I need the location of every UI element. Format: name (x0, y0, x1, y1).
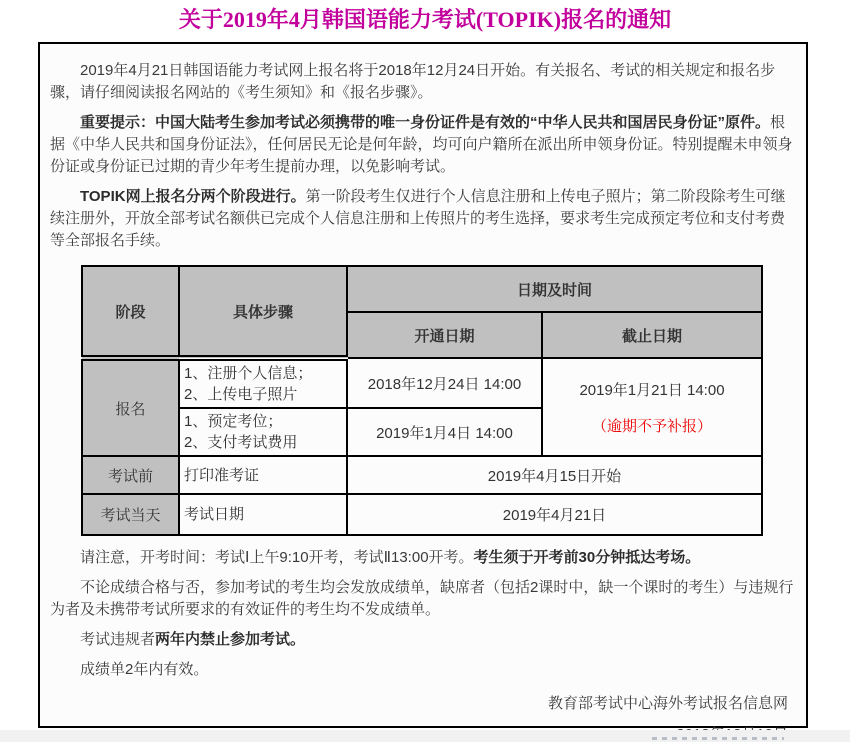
header-open-date: 开通日期 (347, 312, 542, 358)
violation-text: 考试违规者 (80, 631, 156, 648)
schedule-table (81, 265, 763, 536)
intro-text: 2019年4月21日韩国语能力考试网上报名将于2018年12月24日开始。有关报名、考试的相关规定和报名步骤，请仔细阅读报名网站的《考生须知》和《报名步骤》。 (50, 62, 776, 101)
cell-stage-before-exam: 考试前 (82, 456, 179, 494)
cell-steps-before-exam: 打印准考证 (179, 456, 347, 494)
cell-open-phase2: 2019年1月4日 14:00 (347, 408, 542, 456)
important-note-paragraph (50, 112, 794, 178)
cell-stage-register: 报名 (82, 358, 179, 456)
score-report-paragraph: 不论成绩合格与否，参加考试的考生均会发放成绩单，缺席者（包括2课时中，缺一个课时的考生）与违规行为者及未携带考试所要求的有效证件的考生均不发成绩单。 (50, 579, 794, 618)
table-row-exam-day (82, 494, 762, 535)
page-bottom-strip (0, 730, 850, 742)
exam-time-bold: 考生须于开考前30分钟抵达考场。 (473, 549, 701, 566)
deadline-note: （逾期不予补报） (591, 417, 712, 435)
table-row-before-exam (82, 456, 762, 494)
stages-bold: TOPIK网上报名分两个阶段进行。 (80, 188, 306, 205)
violation-bold: 两年内禁止参加考试。 (155, 631, 306, 648)
page-title: 关于2019年4月韩国语能力考试(TOPIK)报名的通知 (178, 7, 672, 32)
cutoff-footer-text (652, 737, 784, 740)
important-note-bold: 重要提示：中国大陆考生参加考试必须携带的唯一身份证件是有效的“中华人民共和国居民身份证”原件。 (80, 114, 771, 131)
important-note-rest: 根据《中华人民共和国身份证法》，任何居民无论是何年龄，均可向户籍所在派出所申领身份证。特别提醒未申领身份证或身份证已过期的青少年考生提前办理，以免影响考试。 (50, 114, 793, 175)
cell-date-before-exam: 2019年4月15日开始 (347, 456, 762, 494)
phase1-step2: 2、上传电子照片 (183, 386, 298, 403)
cell-open-phase1: 2018年12月24日 14:00 (347, 358, 542, 408)
header-datetime: 日期及时间 (347, 266, 762, 312)
header-steps: 具体步骤 (179, 266, 347, 358)
header-deadline: 截止日期 (542, 312, 762, 358)
table-row-register-phase1 (82, 358, 762, 408)
cell-steps-phase1 (179, 358, 347, 408)
exam-time-paragraph (50, 547, 794, 569)
intro-paragraph (50, 60, 794, 104)
signature-org: 教育部考试中心海外考试报名信息网 (547, 695, 788, 712)
table-header-row-1 (82, 266, 762, 312)
violation-paragraph (50, 629, 794, 651)
cell-deadline (542, 358, 762, 456)
header-stage: 阶段 (82, 266, 179, 358)
stages-paragraph (50, 186, 794, 252)
notice-box (38, 42, 808, 728)
exam-time-text: 请注意，开考时间：考试Ⅰ上午9:10开考，考试Ⅱ13:00开考。 (80, 549, 474, 566)
phase2-step2: 2、支付考试费用 (183, 434, 298, 451)
deadline-time: 2019年1月21日 14:00 (579, 381, 725, 399)
phase1-step1: 1、注册个人信息； (183, 365, 313, 382)
cell-stage-exam-day: 考试当天 (82, 494, 179, 535)
stages-rest: 第一阶段考生仅进行个人信息注册和上传电子照片；第二阶段除考生可继续注册外，开放全部考试名额供已完成个人信息注册和上传照片的考生选择，要求考生完成预定考位和支付考费等全部报名手续。 (50, 188, 786, 249)
cell-steps-phase2 (179, 408, 347, 456)
phase2-step1: 1、预定考位； (183, 413, 283, 430)
cell-date-exam-day: 2019年4月21日 (347, 494, 762, 535)
cell-steps-exam-day: 考试日期 (179, 494, 347, 535)
validity-paragraph: 成绩单2年内有效。 (80, 661, 209, 678)
